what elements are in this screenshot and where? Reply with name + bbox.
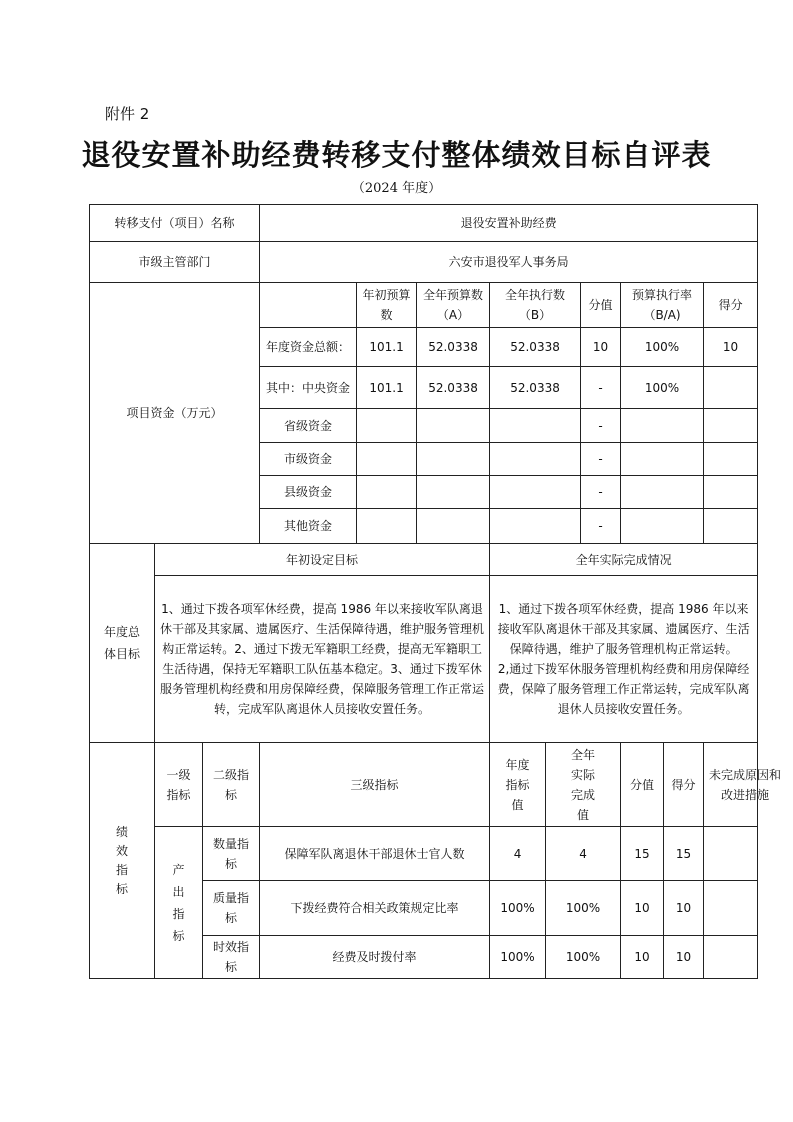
funds-row-label: 省级资金: [260, 409, 357, 443]
funds-row-label: 其中：中央资金: [260, 367, 357, 409]
indicators-section-label: 绩效指标: [90, 743, 155, 979]
indicator-level2: 质量指标: [203, 881, 260, 936]
indicator-score: 10: [664, 936, 704, 979]
goals-set-header: 年初设定目标: [155, 544, 490, 576]
page-title: 退役安置补助经费转移支付整体绩效目标自评表: [81, 138, 712, 172]
indicator-level2: 时效指标: [203, 936, 260, 979]
department-label: 市级主管部门: [90, 242, 260, 283]
indicator-target: 100%: [490, 881, 546, 936]
funds-rate: [621, 476, 704, 509]
col-ind-weight: 分值: [621, 743, 664, 827]
project-name-value: 退役安置补助经费: [260, 205, 758, 242]
report-year: （2024 年度）: [351, 181, 442, 196]
indicator-level3: 保障军队离退休干部退休士官人数: [260, 827, 490, 881]
indicator-level2: 数量指标: [203, 827, 260, 881]
goals-section-label: 年度总体目标: [90, 544, 155, 743]
indicator-actual: 100%: [546, 936, 621, 979]
funds-row-label: 市级资金: [260, 443, 357, 476]
funds-rate: 100%: [621, 328, 704, 367]
indicator-score: 15: [664, 827, 704, 881]
funds-annual: 52.0338: [417, 328, 490, 367]
indicator-reason: [704, 936, 758, 979]
indicator-level3: 下拨经费符合相关政策规定比率: [260, 881, 490, 936]
funds-weight: -: [581, 367, 621, 409]
col-executed: 全年执行数（B）: [490, 283, 581, 328]
department-value: 六安市退役军人事务局: [260, 242, 758, 283]
funds-header-row: [90, 283, 758, 328]
funds-initial: [357, 509, 417, 544]
indicator-weight: 10: [621, 881, 664, 936]
goals-actual-header: 全年实际完成情况: [490, 544, 758, 576]
col-execution-rate: 预算执行率（B/A): [621, 283, 704, 328]
funds-initial: [357, 476, 417, 509]
funds-annual: [417, 443, 490, 476]
indicator-row: [90, 827, 758, 881]
indicator-reason: [704, 827, 758, 881]
indicator-actual: 100%: [546, 881, 621, 936]
funds-rate: [621, 509, 704, 544]
funds-executed: 52.0338: [490, 328, 581, 367]
indicator-score: 10: [664, 881, 704, 936]
col-level2: 二级指标: [203, 743, 260, 827]
funds-score: [704, 443, 758, 476]
funds-annual: [417, 476, 490, 509]
funds-initial: 101.1: [357, 328, 417, 367]
funds-row-label: 其他资金: [260, 509, 357, 544]
col-initial-budget: 年初预算数: [357, 283, 417, 328]
col-score: 得分: [704, 283, 758, 328]
funds-annual: 52.0338: [417, 367, 490, 409]
funds-rate: [621, 443, 704, 476]
funds-weight: -: [581, 443, 621, 476]
project-name-label: 转移支付（项目）名称: [90, 205, 260, 242]
performance-table: [89, 204, 782, 979]
funds-annual: [417, 509, 490, 544]
funds-score: 10: [704, 328, 758, 367]
funds-annual: [417, 409, 490, 443]
funds-executed: [490, 443, 581, 476]
indicator-weight: 15: [621, 827, 664, 881]
funds-weight: -: [581, 476, 621, 509]
funds-weight: -: [581, 509, 621, 544]
funds-executed: [490, 509, 581, 544]
funds-executed: [490, 409, 581, 443]
indicator-actual: 4: [546, 827, 621, 881]
funds-executed: [490, 476, 581, 509]
indicator-target: 100%: [490, 936, 546, 979]
funds-weight: -: [581, 409, 621, 443]
funds-row-label: 年度资金总额：: [260, 328, 357, 367]
funds-row-label: 县级资金: [260, 476, 357, 509]
indicator-weight: 10: [621, 936, 664, 979]
indicator-target: 4: [490, 827, 546, 881]
col-weight: 分值: [581, 283, 621, 328]
output-indicator-label: 产出指标: [155, 827, 203, 979]
funds-rate: [621, 409, 704, 443]
goals-actual-item: 2,通过下拨军休服务管理机构经费和用房保障经费，保障了服务管理工作正常运转，完成军队离退休人员接收安置任务。: [497, 662, 750, 716]
col-annual-budget: 全年预算数（A）: [417, 283, 490, 328]
funds-initial: 101.1: [357, 367, 417, 409]
col-target: 年度指标值: [490, 743, 546, 827]
funds-score: [704, 476, 758, 509]
col-level3: 三级指标: [260, 743, 490, 827]
indicators-header-row: [90, 743, 758, 827]
goals-actual-item: 1、通过下拨各项军休经费，提高 1986 年以来接收军队离退休干部及其家属、遗属医疗、生活保障待遇，维护了服务管理机构正常运转。: [497, 602, 750, 656]
goals-actual-text: [490, 576, 758, 743]
funds-score: [704, 367, 758, 409]
funds-header-empty: [260, 283, 357, 328]
goals-content-row: [90, 576, 758, 743]
funds-score: [704, 409, 758, 443]
col-level1: 一级指标: [155, 743, 203, 827]
funds-score: [704, 509, 758, 544]
goals-set-text: 1、通过下拨各项军休经费，提高 1986 年以来接收军队离退休干部及其家属、遗属医疗、生活保障待遇，维护服务管理机构正常运转。2、通过下拨无军籍职工经费，提高无军籍职工生活待遇，保持无军籍职工队伍基本稳定。3、通过下拨军休服务管理机构经费和用房保障经费，保障服务管理工作正常运转，完成军队离退休人员接收安置任务。: [155, 576, 490, 743]
indicator-level3: 经费及时拨付率: [260, 936, 490, 979]
col-ind-score: 得分: [664, 743, 704, 827]
goals-header-row: [90, 544, 758, 576]
project-name-row: [90, 205, 758, 242]
col-actual: 全年实际完成值: [546, 743, 621, 827]
funds-executed: 52.0338: [490, 367, 581, 409]
funds-weight: 10: [581, 328, 621, 367]
col-reason: 未完成原因和改进措施: [704, 743, 758, 827]
funds-rate: 100%: [621, 367, 704, 409]
department-row: [90, 242, 758, 283]
funds-initial: [357, 409, 417, 443]
indicator-reason: [704, 881, 758, 936]
annex-label: 附件 2: [105, 105, 150, 123]
funds-section-label: 项目资金（万元）: [90, 283, 260, 544]
funds-initial: [357, 443, 417, 476]
